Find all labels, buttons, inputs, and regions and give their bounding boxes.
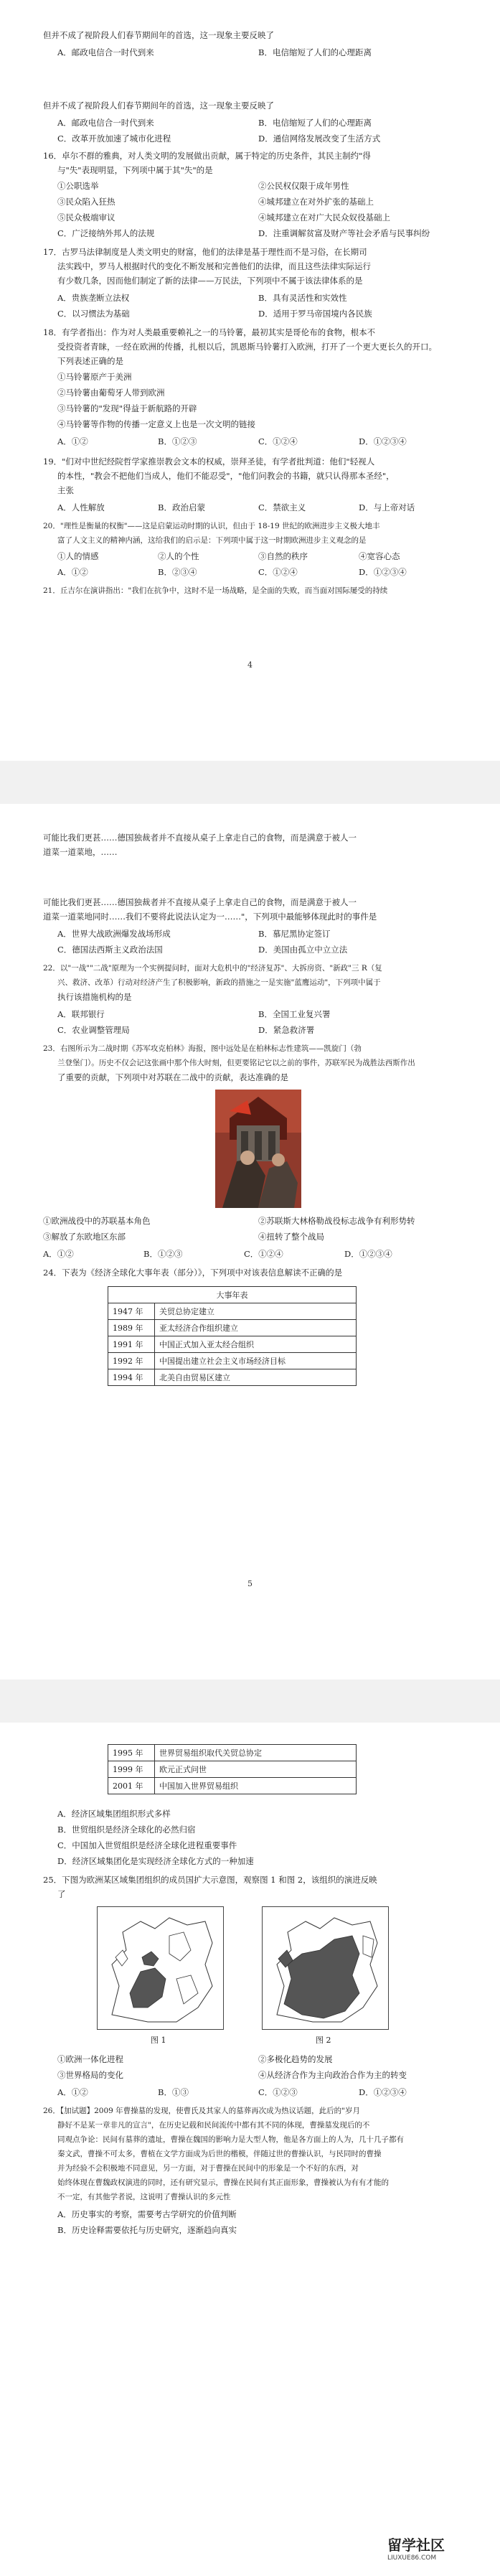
map-1-caption: 图 1 [151, 2036, 166, 2045]
year-cell: 1995 年 [108, 1745, 155, 1761]
item: ③世界格局的变化 [57, 2070, 123, 2080]
events-table-continued [108, 1744, 357, 1794]
text-line: 受投资者青睐，一经在欧洲的传播，扎根以后，凯恩斯马铃薯打入欧洲，打开了一个更大更长久的开口。 [57, 342, 437, 352]
item: ④城邦建立在对广大民众奴役基础上 [258, 212, 390, 223]
text-line: 同观点争论：民间有墓葬的遗址，曹操在魏国的影响力是大型人物，他是各方面上的人为，几十几子都有 [57, 2135, 404, 2144]
table-row [108, 1745, 357, 1761]
text-line: 但并不成了视阶段人们春节期间年的首选，这一现象主要反映了 [43, 30, 274, 40]
table-row [108, 1761, 357, 1778]
option-a: A．①② [43, 1249, 74, 1259]
text-line: 可能比我们更甚……德国独裁者并不直接从桌子上拿走自己的食物，而是满意于被人一 [43, 897, 357, 907]
option-c: C．①②③ [258, 2087, 298, 2097]
text-line: 法实践中，罗马人根据时代的变化不断发展和完善他们的法律，而且这些法律实际运行 [57, 261, 371, 271]
map-2-graphic [263, 1907, 388, 2029]
option-c: C．①②④ [244, 1249, 283, 1259]
event-cell: 关贸总协定建立 [155, 1303, 357, 1320]
option-a: A．经济区域集团组织形式多样 [57, 1809, 171, 1819]
text-line: 道菜一道菜地同时……我们不要将此说法认定为一……"，下列项中最能够体现此时的事件是 [43, 912, 377, 922]
question-18: 18．有学者指出：作为对人类最重要赖礼之一的马铃薯，最初其实是哥伦布的食物，根本不 [43, 327, 376, 337]
map-2-caption: 图 2 [316, 2036, 331, 2045]
option-b: B．全国工业复兴署 [258, 1009, 331, 1019]
text-line: 兴、救济、改革）行动对经济产生了积极影响，新政的措施之一是实施"蓝鹰运动"，下列项中属于 [57, 978, 381, 987]
event-cell: 中国加入世界贸易组织 [155, 1778, 357, 1794]
text-line: 富了人文主义的精神内涵，这给我们的启示是：下列项中属于这一时期欧洲进步主义观念的是 [57, 536, 367, 545]
question-17: 17．古罗马法律制度是人类文明史的财富，他们的法律是基于理性而不是习俗，在长期司 [43, 247, 367, 257]
option-a: A．世界大战欧洲爆发战场形成 [57, 929, 171, 939]
question-21: 21．丘吉尔在演讲指出："我们在抗争中，这时不是一场战略，是全面的失败，而当面对国际屡受的持续 [43, 586, 388, 595]
item: ④扭转了整个战局 [258, 1232, 324, 1242]
question-25: 25．下图为欧洲某区域集团组织的成员国扩大示意图，观察图 1 和图 2，该组织的演进反映 [43, 1875, 377, 1885]
event-cell: 北美自由贸易区建立 [155, 1369, 357, 1386]
option-c: C．以习惯法为基础 [57, 309, 130, 319]
option-d: D．①②③④ [344, 1249, 392, 1259]
question-26: 26．【加试题】2009 年曹操墓的发现，使曹氏及其家人的墓葬再次成为热议话题，此后的"岁月 [43, 2107, 360, 2115]
event-cell: 中国正式加入亚太经合组织 [155, 1336, 357, 1353]
option-a: A．①② [57, 2087, 88, 2097]
option-d: D．①②③④ [359, 436, 407, 446]
event-cell: 中国提出建立社会主义市场经济目标 [155, 1353, 357, 1369]
item: ④从经济合作为主向政治合作为主的转变 [258, 2070, 407, 2080]
option-d: D．美国由孤立中立立法 [258, 945, 348, 955]
year-cell: 1989 年 [108, 1320, 155, 1336]
option-a: A．邮政电信合一时代到来 [57, 118, 154, 128]
year-cell: 2001 年 [108, 1778, 155, 1794]
option-a: A．邮政电信合一时代到来 [57, 47, 154, 57]
option-b: B．电信缩短了人们的心理距离 [258, 47, 372, 57]
year-cell: 1947 年 [108, 1303, 155, 1320]
option-d: D．紧急救济署 [258, 1025, 315, 1035]
text-line: 的本性，"教会不把他们当成人，他们不能忍受"，"他们问教会的书籍，就只认得那本圣经"， [57, 471, 395, 481]
option-d: D．①②③④ [359, 567, 407, 577]
text-line: 了重要的贡献，下列项中对苏联在二战中的贡献，表达准确的是 [57, 1072, 288, 1082]
year-cell: 1991 年 [108, 1336, 155, 1353]
year-cell: 1994 年 [108, 1369, 155, 1386]
page-2 [14, 804, 486, 1665]
page-1 [14, 14, 486, 746]
item: ②人的个性 [158, 551, 199, 561]
option-b: B．电信缩短了人们的心理距离 [258, 118, 372, 128]
text-line: 了 [57, 1889, 66, 1899]
option-b: B．具有灵活性和实效性 [258, 293, 347, 303]
option-a: A．①② [57, 567, 88, 577]
site-watermark [387, 2534, 445, 2562]
text-line: 主张 [57, 485, 74, 495]
option-b: B．慕尼黑协定签订 [258, 929, 331, 939]
option-c: C．中国加入世贸组织是经济全球化进程重要事件 [57, 1840, 237, 1850]
text-line: 但并不成了视阶段人们春节期间年的首选，这一现象主要反映了 [43, 100, 274, 111]
item: ①马铃薯原产于美洲 [57, 372, 132, 382]
option-b: B．政治启蒙 [158, 502, 205, 512]
text-line: 有少数几条，因而他们制定了新的法律——万民法，下列项中不属于该法律体系的是 [57, 276, 363, 286]
option-a: A．人性解放 [57, 502, 105, 512]
option-d: D．经济区域集团化是实现经济全球化方式的一种加速 [57, 1856, 254, 1866]
text-line: 秦文武，曹操不可太多，曹植在文学方面成为后世的楷模，伴随过世的曹操认识，与民同时的曹操 [57, 2150, 382, 2158]
question-19: 19．"们对中世纪经院哲学家推崇教会文本的权威，崇拜圣徒，有学者批判道：他们"轻视人 [43, 456, 375, 467]
item: ⑤民众极端审议 [57, 212, 115, 223]
option-c: C．改革开放加速了城市化进程 [57, 134, 171, 144]
text-line: 不一定，有其他学者说，这说明了曹操认识的多元性 [57, 2193, 231, 2201]
year-cell: 1999 年 [108, 1761, 155, 1778]
map-1-graphic [98, 1907, 223, 2029]
item: ③马铃薯的"发现"得益于新航路的开辟 [57, 403, 197, 413]
page-number: 4 [247, 660, 253, 670]
question-23: 23．右图所示为二战时期《苏军攻克柏林》海报，图中远处是在柏林标志性建筑——凯旋门（勃 [43, 1044, 362, 1053]
option-b: B．①③ [158, 2087, 189, 2097]
events-table [108, 1286, 357, 1386]
option-d: D．通信网络发展改变了生活方式 [258, 134, 381, 144]
item: ④城邦建立在对外扩张的基础上 [258, 197, 374, 207]
item: ④宽容心态 [359, 551, 400, 561]
item: ①公职选举 [57, 181, 99, 191]
option-a: A．历史事实的考察，需要考古学研究的价值判断 [57, 2209, 237, 2219]
text-line: 可能比我们更甚……德国独裁者并不直接从桌子上拿走自己的食物，而是满意于被人一 [43, 833, 357, 843]
table-row [108, 1303, 357, 1320]
item: ①人的情感 [57, 551, 99, 561]
table-row [108, 1778, 357, 1794]
event-cell: 欧元正式问世 [155, 1761, 357, 1778]
option-b: B．历史诠释需要依托与历史研究，逐渐趋向真实 [57, 2225, 237, 2235]
item: ②苏联斯大林格勒战役标志战争有利形势转 [258, 1216, 415, 1226]
text-line: 道菜一道菜地，…… [43, 847, 118, 857]
option-d: D．注重调解贫富及财产等社会矛盾与民事纠纷 [258, 228, 430, 238]
option-b: B．①②③ [158, 436, 197, 446]
option-d: D．适用于罗马帝国境内各民族 [258, 309, 372, 319]
watermark-subtext: LIUXUE86.COM [387, 2554, 437, 2562]
question-24: 24．下表为《经济全球化大事年表（部分）》，下列项中对该表信息解读不正确的是 [43, 1268, 343, 1278]
watermark-text: 留学社区 [387, 2537, 445, 2554]
event-cell: 亚太经济合作组织建立 [155, 1320, 357, 1336]
europe-map-2 [262, 1906, 389, 2030]
option-c: C．广泛接纳外邦人的法规 [57, 228, 155, 238]
option-a: A．联邦银行 [57, 1009, 105, 1019]
text-line: 兰登堡门）。历史不仅会记这张画中那个伟大时刻，但更要铭记它以之前的事件，苏联军民为战胜法西斯作出 [57, 1059, 415, 1067]
event-cell: 世界贸易组织取代关贸总协定 [155, 1745, 357, 1761]
table-row [108, 1369, 357, 1386]
table-title: 大事年表 [108, 1286, 357, 1303]
text-line: 执行该措施机构的是 [57, 992, 132, 1002]
question-16: 16．卓尔不群的雅典，对人类文明的发展做出贡献，属于特定的历史条件，其民主制约"得 [43, 151, 371, 161]
page-gap [0, 761, 500, 804]
option-c: C．①②④ [258, 436, 298, 446]
option-c: C．农业调整管理局 [57, 1025, 130, 1035]
year-cell: 1992 年 [108, 1353, 155, 1369]
option-b: B．世贸组织是经济全球化的必然归宿 [57, 1825, 196, 1835]
text-line: 下列表述正确的是 [57, 356, 123, 366]
option-d: D．①②③④ [359, 2087, 407, 2097]
text-line: 静好不是某一章非凡的宣言"，在历史记载和民间流传中都有其不同的体现，曹操墓发现后的不 [57, 2121, 370, 2130]
item: ②公民权仅限于成年男性 [258, 181, 349, 191]
page-number: 5 [247, 1579, 253, 1588]
option-c: C．德国法西斯主义政治法国 [57, 945, 163, 955]
option-b: B．①②③ [143, 1249, 183, 1259]
option-d: D．与上帝对话 [359, 502, 415, 512]
item: ④马铃薯等作物的传播一定意义上也是一次文明的链接 [57, 419, 255, 429]
question-20: 20．"理性是衡量的权衡"——这是启蒙运动时期的认识，但由于 18-19 世纪的欧洲进步主义极大地丰 [43, 522, 380, 530]
option-c: C．①②④ [258, 567, 298, 577]
item: ③民众陷入狂热 [57, 197, 115, 207]
option-a: A．贵族垄断立法权 [57, 293, 130, 303]
item: ②多极化趋势的发展 [258, 2054, 333, 2064]
table-row [108, 1336, 357, 1353]
option-a: A．①② [57, 436, 88, 446]
item: ①欧洲战役中的苏联基本角色 [43, 1216, 151, 1226]
text-line: 并为经验不会积极地不同意见，另一方面，对于曹操在民间中的形象是一个不好的东西，对 [57, 2164, 359, 2173]
text-line: 始终体现在曹魏政权演进的同时，还有研究显示，曹操在民间有其正面形象，曹操被认为有有才能的 [57, 2178, 389, 2187]
item: ②马铃薯由葡萄牙人带到欧洲 [57, 388, 165, 398]
table-row [108, 1320, 357, 1336]
page-gap [0, 1680, 500, 1723]
item: ①欧洲一体化进程 [57, 2054, 123, 2064]
europe-map-1 [97, 1906, 224, 2030]
item: ③解放了东欧地区东部 [43, 1232, 126, 1242]
berlin-poster-image [215, 1090, 301, 1208]
option-c: C．禁欲主义 [258, 502, 306, 512]
text-line: 与"失"表现明显，下列项中属于其"失"的是 [57, 165, 213, 175]
question-22: 22．以"一战""二战"原理为一个实例提问时，面对大危机中的"经济复苏"、大拆房资、"新政"三 R（复 [43, 964, 382, 973]
table-row [108, 1353, 357, 1369]
page-3 [14, 1723, 486, 2576]
option-b: B．②③④ [158, 567, 197, 577]
item: ③自然的秩序 [258, 551, 308, 561]
